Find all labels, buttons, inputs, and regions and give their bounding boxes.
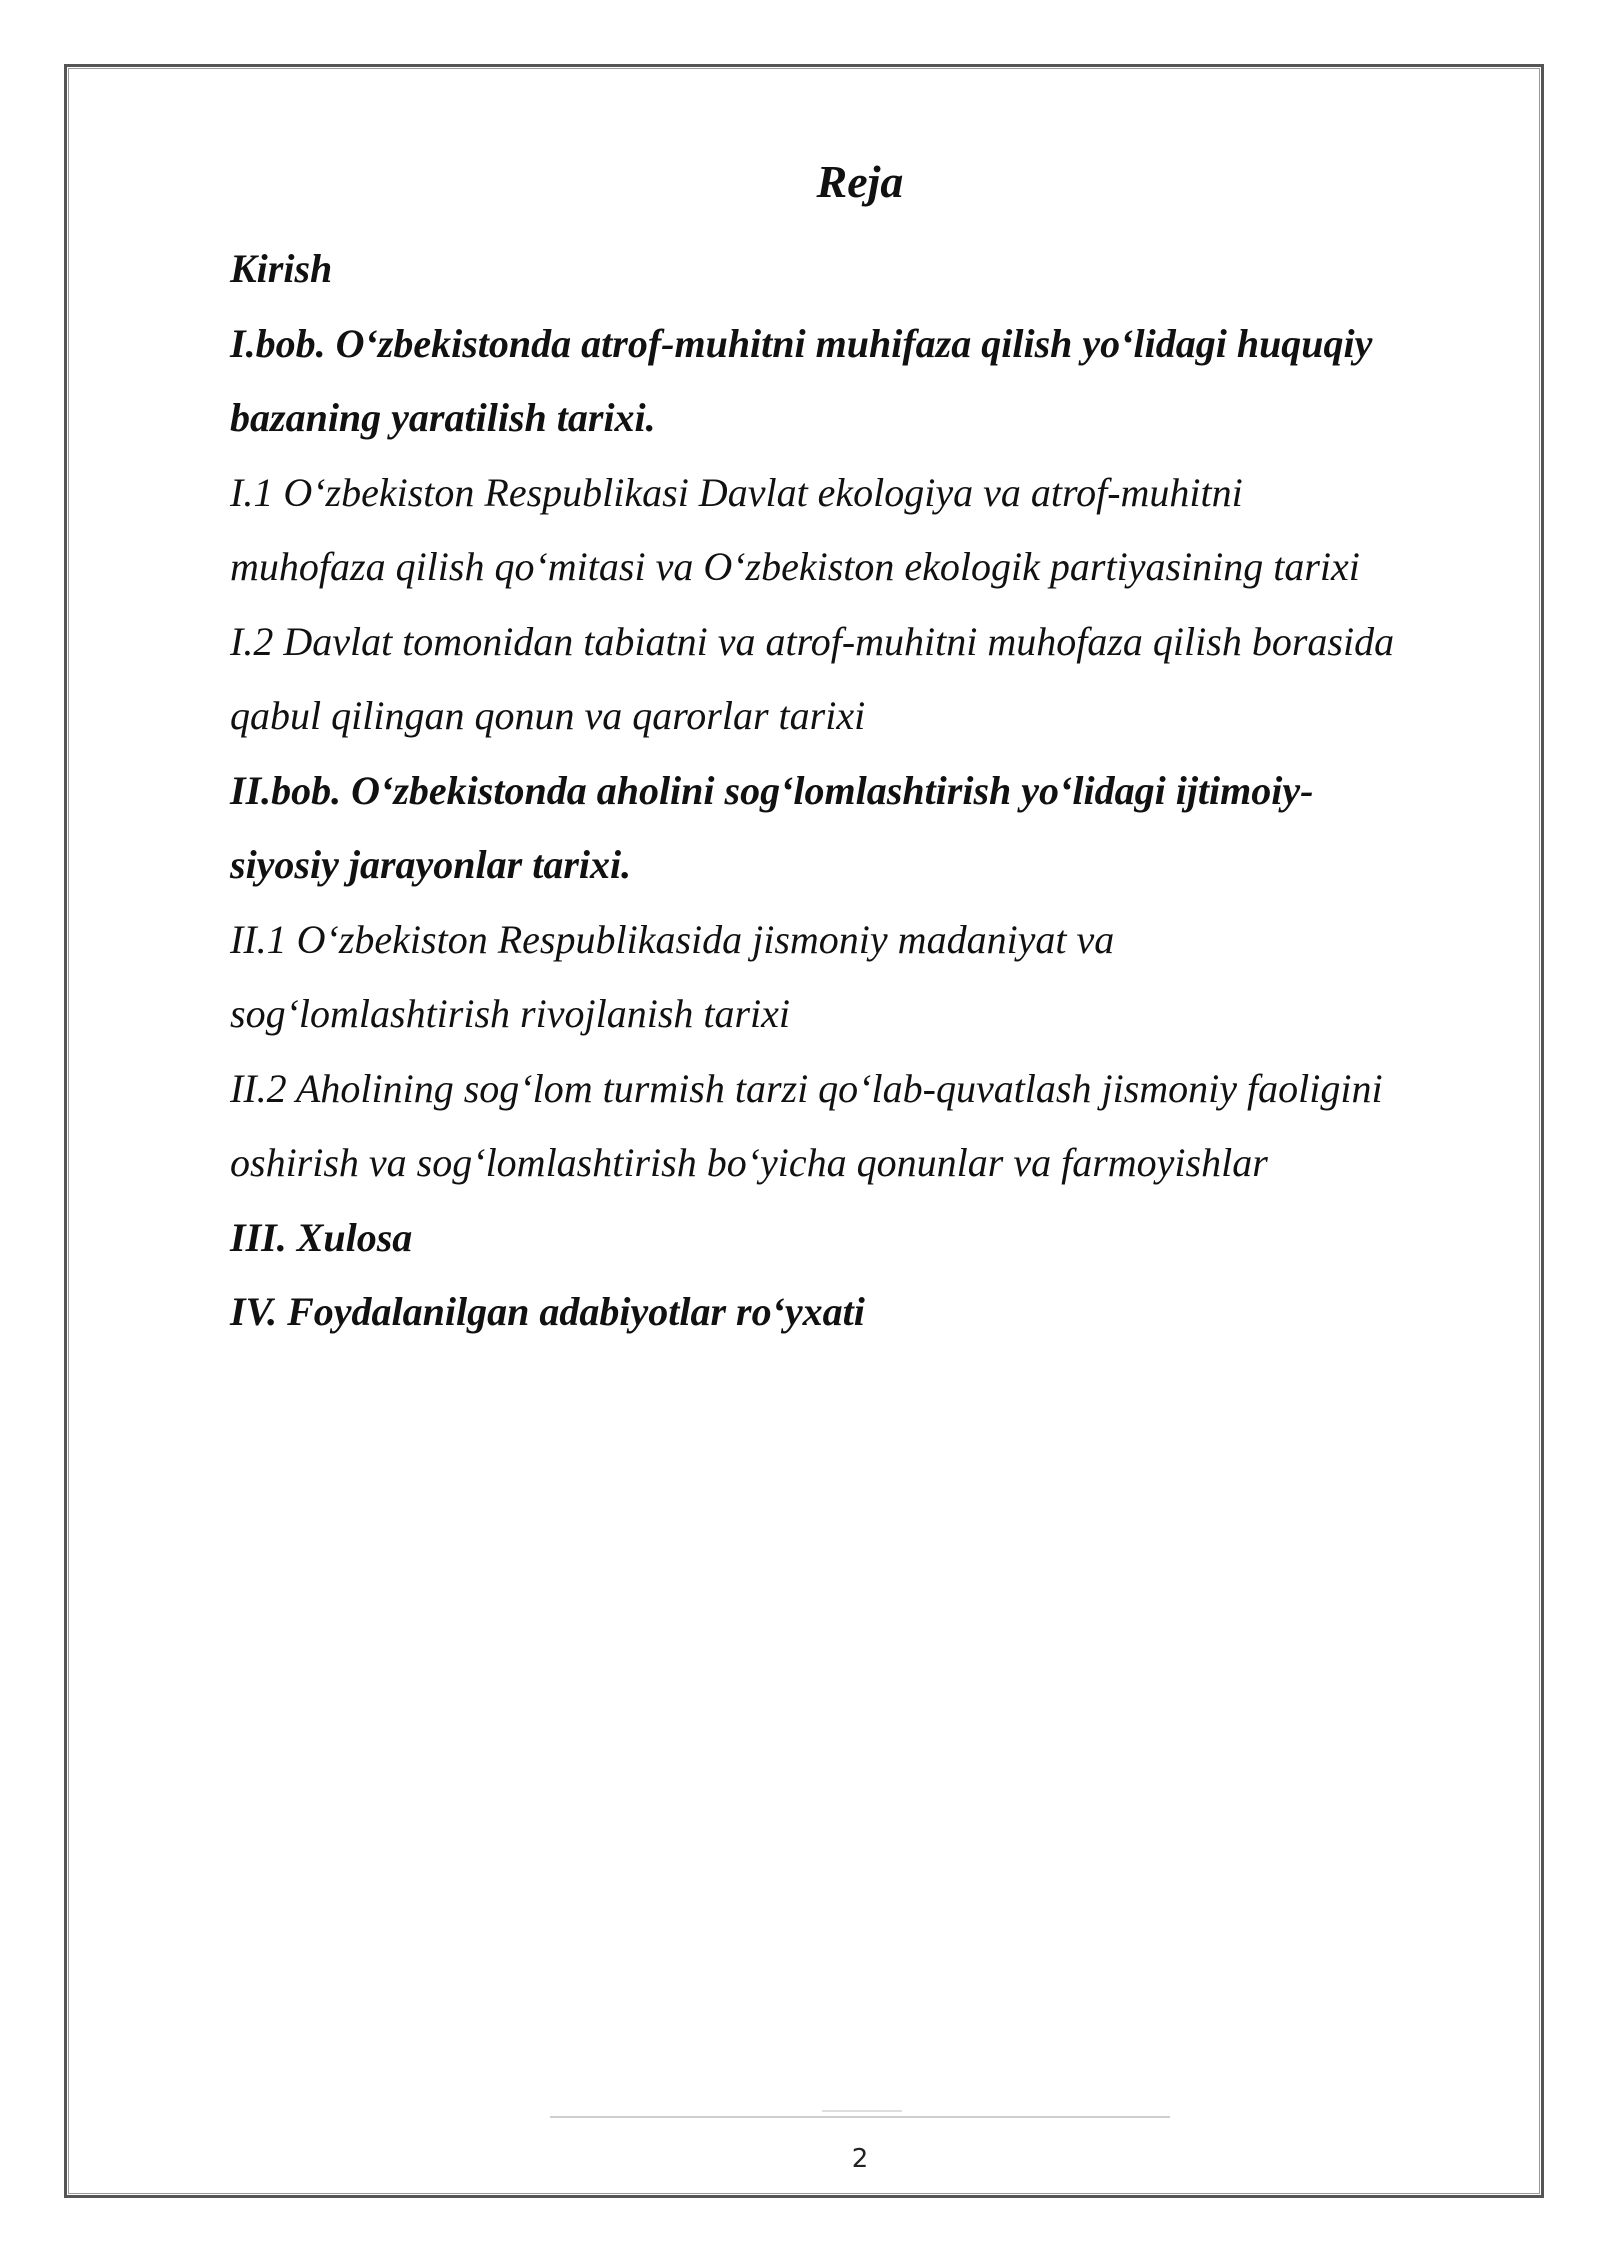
toc-entry-chapter-2-heading-continued: siyosiy jarayonlar tarixi. [230,842,632,887]
toc-entry-references: IV. Foydalanilgan adabiyotlar ro‘yxati [230,1289,865,1334]
page-number: 2 [851,2144,869,2174]
toc-entry-introduction: Kirish [230,246,333,291]
footer-divider [550,2116,1170,2118]
page-title: Reja [816,156,904,207]
toc-entry-section-2-2-continued: oshirish va sog‘lomlashtirish bo‘yicha qonunlar va farmoyishlar [230,1140,1268,1185]
table-of-contents [230,232,1500,1350]
toc-entry-chapter-1-heading-continued: bazaning yaratilish tarixi. [230,395,656,440]
toc-entry-conclusion: III. Xulosa [230,1214,413,1260]
footer-divider-accent [822,2110,902,2112]
toc-entry-section-2-1: II.1 O‘zbekiston Respublikasida jismoniy madaniyat va [230,916,1115,962]
toc-entry-section-1-1-continued: muhofaza qilish qo‘mitasi va O‘zbekiston ekologik partiyasining tarixi [230,544,1360,589]
toc-entry-section-1-1: I.1 O‘zbekiston Respublikasi Davlat ekologiya va atrof-muhitni [230,469,1243,515]
toc-entry-section-2-1-continued: sog‘lomlashtirish rivojlanish tarixi [230,991,791,1036]
toc-entry-chapter-2-heading: II.bob. O‘zbekistonda aholini sog‘lomlashtirish yo‘lidagi ijtimoiy- [230,767,1314,813]
toc-entry-section-1-2-continued: qabul qilingan qonun va qarorlar tarixi [230,693,866,738]
toc-entry-section-1-2: I.2 Davlat tomonidan tabiatni va atrof-muhitni muhofaza qilish borasida [230,618,1395,664]
toc-entry-chapter-1-heading: I.bob. O‘zbekistonda atrof-muhitni muhifaza qilish yo‘lidagi huquqiy [230,320,1373,366]
toc-entry-section-2-2: II.2 Aholining sog‘lom turmish tarzi qo‘lab-quvatlash jismoniy faoligini [230,1065,1383,1111]
